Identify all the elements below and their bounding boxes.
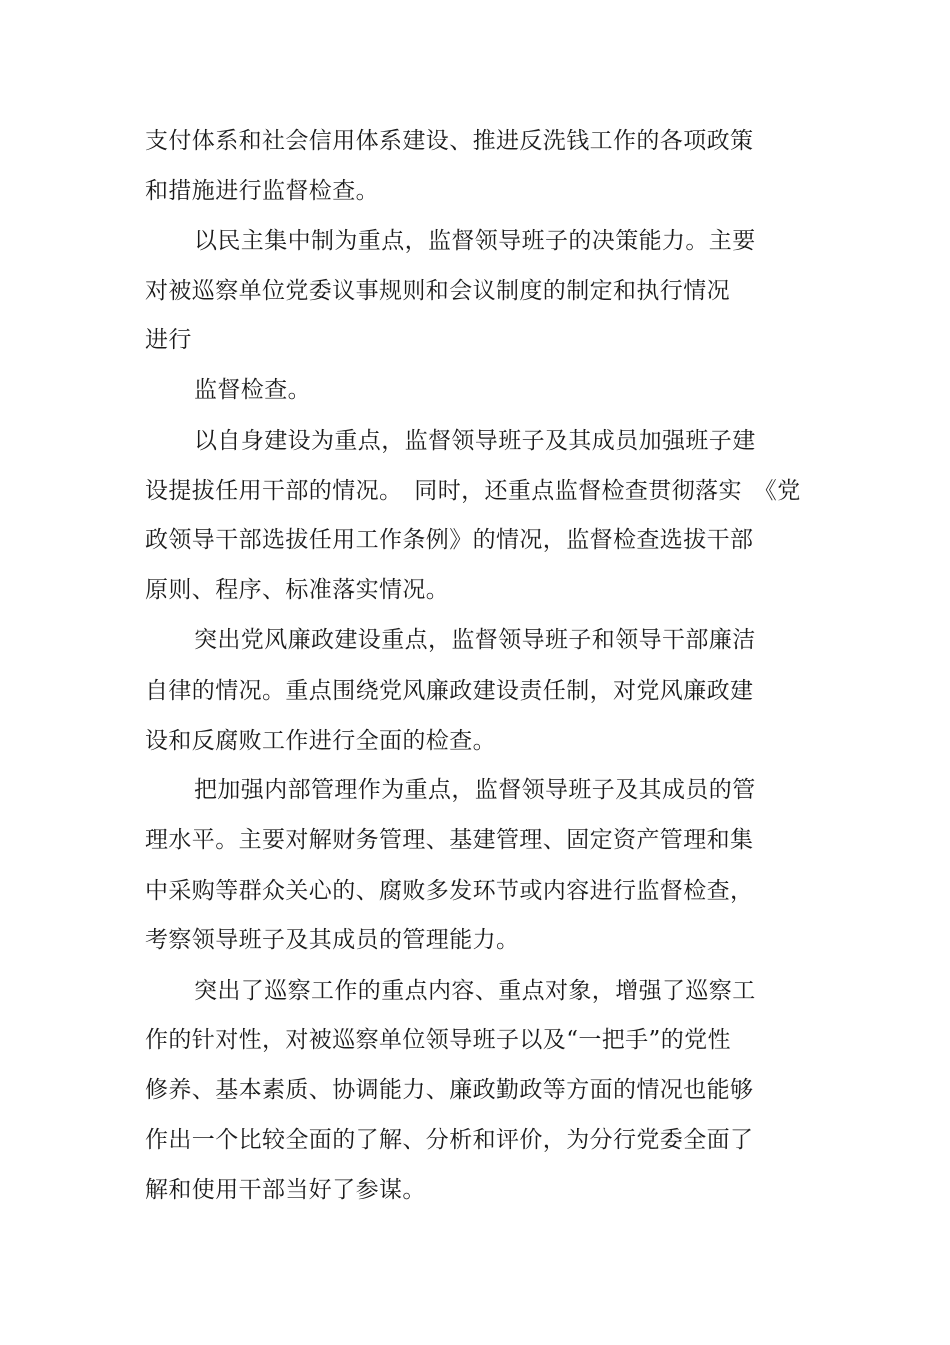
paragraph-first-line: 以自身建设为重点，监督领导班子及其成员加强班子建 bbox=[194, 428, 756, 454]
text-line: 中采购等群众关心的、腐败多发环节或内容进行监督检查， bbox=[145, 878, 754, 904]
text-line: 考察领导班子及其成员的管理能力。 bbox=[145, 927, 520, 953]
paragraph-first-line: 突出党风廉政建设重点，监督领导班子和领导干部廉洁 bbox=[194, 627, 756, 653]
paragraph-first-line: 以民主集中制为重点，监督领导班子的决策能力。主要 bbox=[194, 228, 756, 254]
text-line: 对被巡察单位党委议事规则和会议制度的制定和执行情况 bbox=[145, 278, 730, 304]
paragraph-first-line: 突出了巡察工作的重点内容、重点对象，增强了巡察工 bbox=[194, 978, 756, 1004]
text-line: 修养、基本素质、协调能力、廉政勤政等方面的情况也能够 bbox=[145, 1077, 754, 1103]
paragraph-first-line: 把加强内部管理作为重点，监督领导班子及其成员的管 bbox=[194, 777, 756, 803]
text-line: 自律的情况。重点围绕党风廉政建设责任制，对党风廉政建 bbox=[145, 678, 754, 704]
text-line: 进行 bbox=[145, 327, 192, 353]
text-line: 设提拔任用干部的情况。 同时，还重点监督检查贯彻落实 《党 bbox=[145, 478, 801, 504]
text-line: 作出一个比较全面的了解、分析和评价，为分行党委全面了 bbox=[145, 1127, 754, 1153]
text-line: 设和反腐败工作进行全面的检查。 bbox=[145, 728, 496, 754]
text-line: 作的针对性，对被巡察单位领导班子以及“一把手”的党性 bbox=[145, 1027, 731, 1053]
text-line: 理水平。主要对解财务管理、基建管理、固定资产管理和集 bbox=[145, 827, 754, 853]
text-line: 原则、程序、标准落实情况。 bbox=[145, 577, 450, 603]
text-line: 政领导干部选拔任用工作条例》的情况，监督检查选拔干部 bbox=[145, 527, 754, 553]
text-line: 解和使用干部当好了参谋。 bbox=[145, 1177, 426, 1203]
text-line: 支付体系和社会信用体系建设、推进反洗钱工作的各项政策 bbox=[145, 128, 754, 154]
paragraph-first-line: 监督检查。 bbox=[194, 377, 311, 403]
text-line: 和措施进行监督检查。 bbox=[145, 178, 379, 204]
